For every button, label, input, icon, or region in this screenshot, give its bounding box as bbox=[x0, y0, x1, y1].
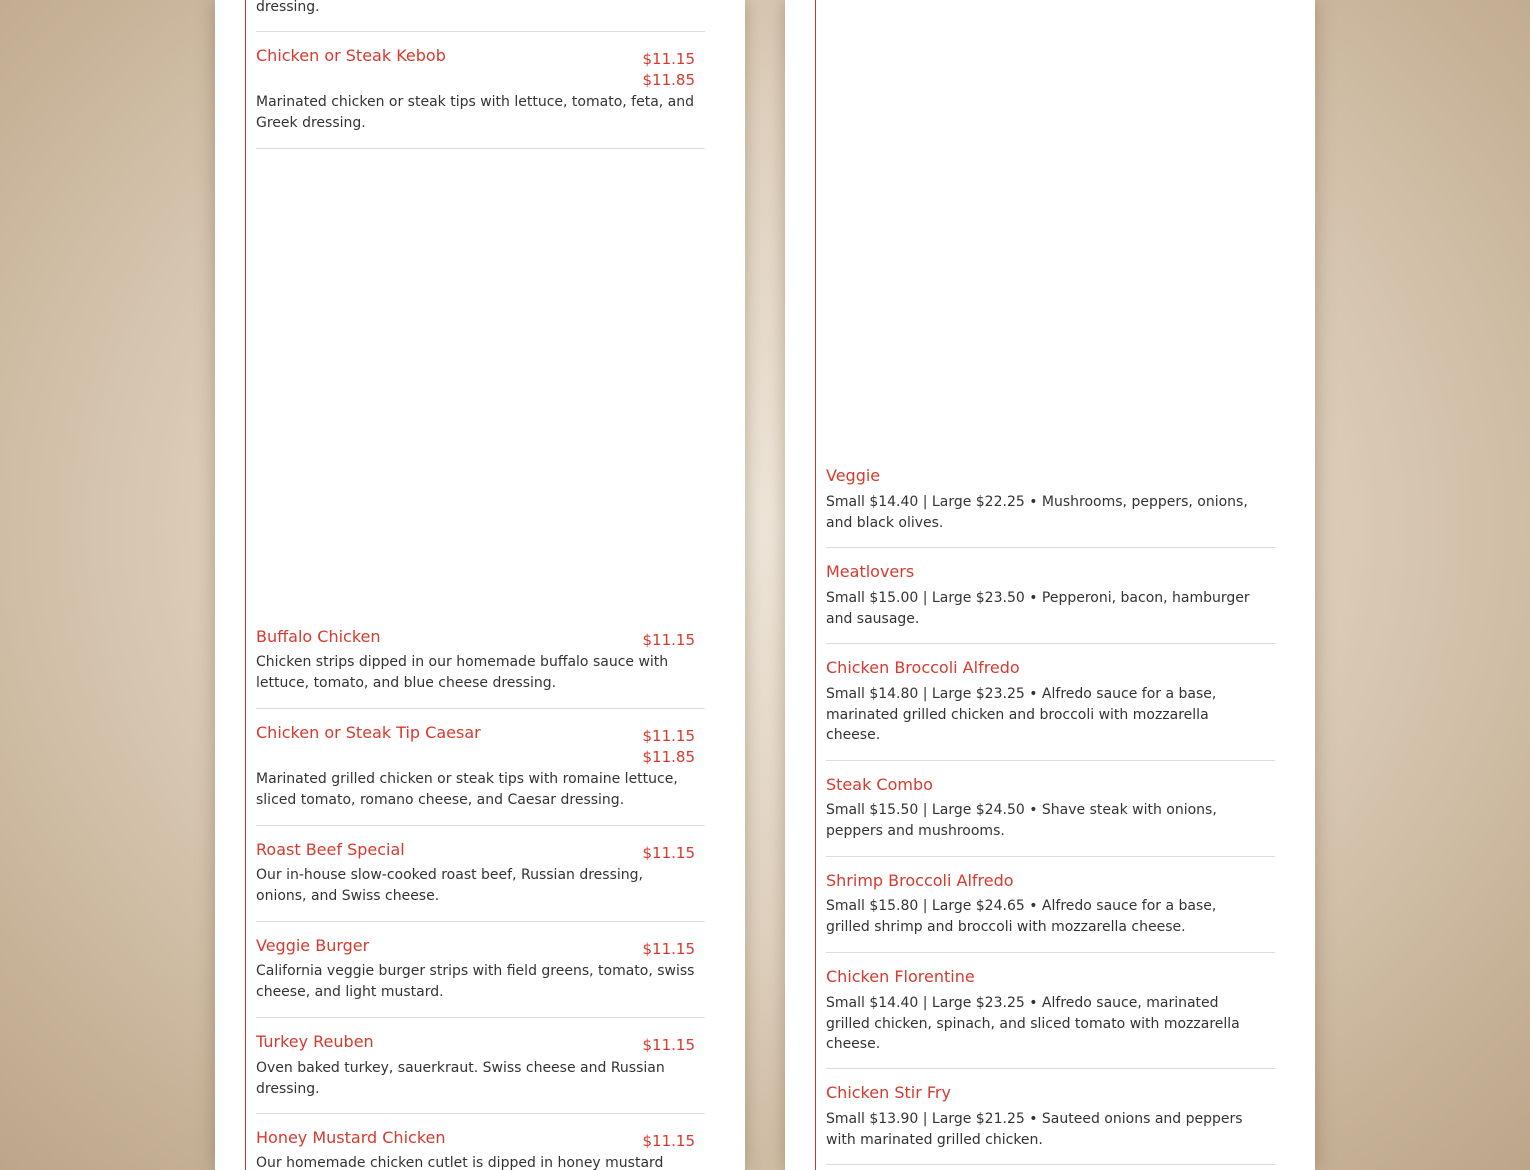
menu-item-name[interactable]: Steak Combo bbox=[826, 775, 933, 794]
item-divider bbox=[256, 1113, 705, 1114]
menu-item-name[interactable]: Chicken or Steak Kebob bbox=[256, 46, 446, 65]
item-divider bbox=[826, 952, 1275, 953]
menu-item-name[interactable]: Meatlovers bbox=[826, 562, 915, 581]
item-description-fragment: dressing. bbox=[256, 0, 320, 15]
item-price: $11.85 bbox=[642, 748, 695, 766]
menu-item-prices bbox=[643, 1035, 696, 1056]
menu-item-name[interactable]: Chicken Florentine bbox=[826, 967, 975, 986]
menu-item-description: Small $13.90 | Large $21.25 • Sauteed onions and peppers with marinated grilled chicken. bbox=[826, 1111, 1243, 1148]
item-divider bbox=[256, 825, 705, 826]
item-divider bbox=[826, 1164, 1275, 1165]
menu-item-description: Oven baked turkey, sauerkraut. Swiss cheese and Russian dressing. bbox=[256, 1060, 665, 1097]
menu-item-name[interactable]: Shrimp Broccoli Alfredo bbox=[826, 871, 1014, 890]
menu-item-name[interactable]: Veggie bbox=[826, 466, 881, 485]
item-divider bbox=[826, 856, 1275, 857]
menu-item-name[interactable]: Chicken or Steak Tip Caesar bbox=[256, 723, 481, 742]
item-divider bbox=[826, 1068, 1275, 1069]
menu-item-description: Small $15.50 | Large $24.50 • Shave steak with onions, peppers and mushrooms. bbox=[826, 802, 1217, 839]
menu-item-prices bbox=[643, 49, 696, 91]
item-price: $11.15 bbox=[642, 844, 695, 862]
item-divider bbox=[256, 708, 705, 709]
item-price: $11.15 bbox=[642, 1036, 695, 1054]
item-divider bbox=[826, 547, 1275, 548]
menu-item-prices bbox=[643, 939, 696, 960]
menu-item-name[interactable]: Buffalo Chicken bbox=[256, 627, 381, 646]
menu-item-name[interactable]: Chicken Broccoli Alfredo bbox=[826, 658, 1020, 677]
item-divider bbox=[826, 760, 1275, 761]
item-divider bbox=[256, 1017, 705, 1018]
menu-item-prices bbox=[643, 630, 696, 651]
menu-item-prices bbox=[643, 1131, 696, 1152]
menu-item-description: Our homemade chicken cutlet is dipped in honey mustard bbox=[256, 1155, 664, 1170]
menu-item-prices bbox=[643, 726, 696, 768]
menu-item-prices bbox=[643, 843, 696, 864]
menu-item-name[interactable]: Chicken Stir Fry bbox=[826, 1083, 951, 1102]
menu-item-description: Our in-house slow-cooked roast beef, Russian dressing, onions, and Swiss cheese. bbox=[256, 867, 643, 904]
item-price: $11.15 bbox=[642, 940, 695, 958]
menu-item-description: Small $15.80 | Large $24.65 • Alfredo sauce for a base, grilled shrimp and broccoli with mozzarella cheese. bbox=[826, 898, 1217, 935]
menu-item-description: Small $14.40 | Large $22.25 • Mushrooms, peppers, onions, and black olives. bbox=[826, 494, 1248, 531]
menu-item-description: Small $15.00 | Large $23.50 • Pepperoni, bacon, hamburger and sausage. bbox=[826, 590, 1250, 627]
menu-item-description: Marinated chicken or steak tips with lettuce, tomato, feta, and Greek dressing. bbox=[256, 94, 695, 131]
item-price: $11.15 bbox=[642, 727, 695, 745]
item-price: $11.15 bbox=[642, 1132, 695, 1150]
menu-panel-pizza bbox=[785, 0, 1315, 1170]
item-divider bbox=[256, 31, 705, 32]
menu-item-description: California veggie burger strips with field greens, tomato, swiss cheese, and light mustard. bbox=[256, 963, 695, 1000]
item-divider bbox=[826, 643, 1275, 644]
item-divider bbox=[256, 921, 705, 922]
menu-item-description: Small $14.80 | Large $23.25 • Alfredo sauce for a base, marinated grilled chicken and broccoli with mozzarella cheese. bbox=[826, 686, 1217, 743]
menu-item-description: Small $14.40 | Large $23.25 • Alfredo sauce, marinated grilled chicken, spinach, and sliced tomato with mozzarella cheese. bbox=[826, 995, 1240, 1052]
menu-item-name[interactable]: Honey Mustard Chicken bbox=[256, 1128, 446, 1147]
menu-item-name[interactable]: Veggie Burger bbox=[256, 936, 370, 955]
item-price: $11.15 bbox=[642, 50, 695, 68]
menu-column-left bbox=[245, 0, 745, 1170]
menu-column-right bbox=[815, 0, 1315, 1170]
item-price: $11.85 bbox=[642, 71, 695, 89]
menu-panel-sandwiches bbox=[215, 0, 745, 1170]
item-price: $11.15 bbox=[642, 631, 695, 649]
item-divider bbox=[256, 148, 705, 149]
menu-item-name[interactable]: Turkey Reuben bbox=[256, 1032, 374, 1051]
menu-item-description: Marinated grilled chicken or steak tips with romaine lettuce, sliced tomato, romano cheese, and Caesar dressing. bbox=[256, 771, 678, 808]
menu-item-description: Chicken strips dipped in our homemade buffalo sauce with lettuce, tomato, and blue cheese dressing. bbox=[256, 654, 669, 691]
menu-item-name[interactable]: Roast Beef Special bbox=[256, 840, 405, 859]
